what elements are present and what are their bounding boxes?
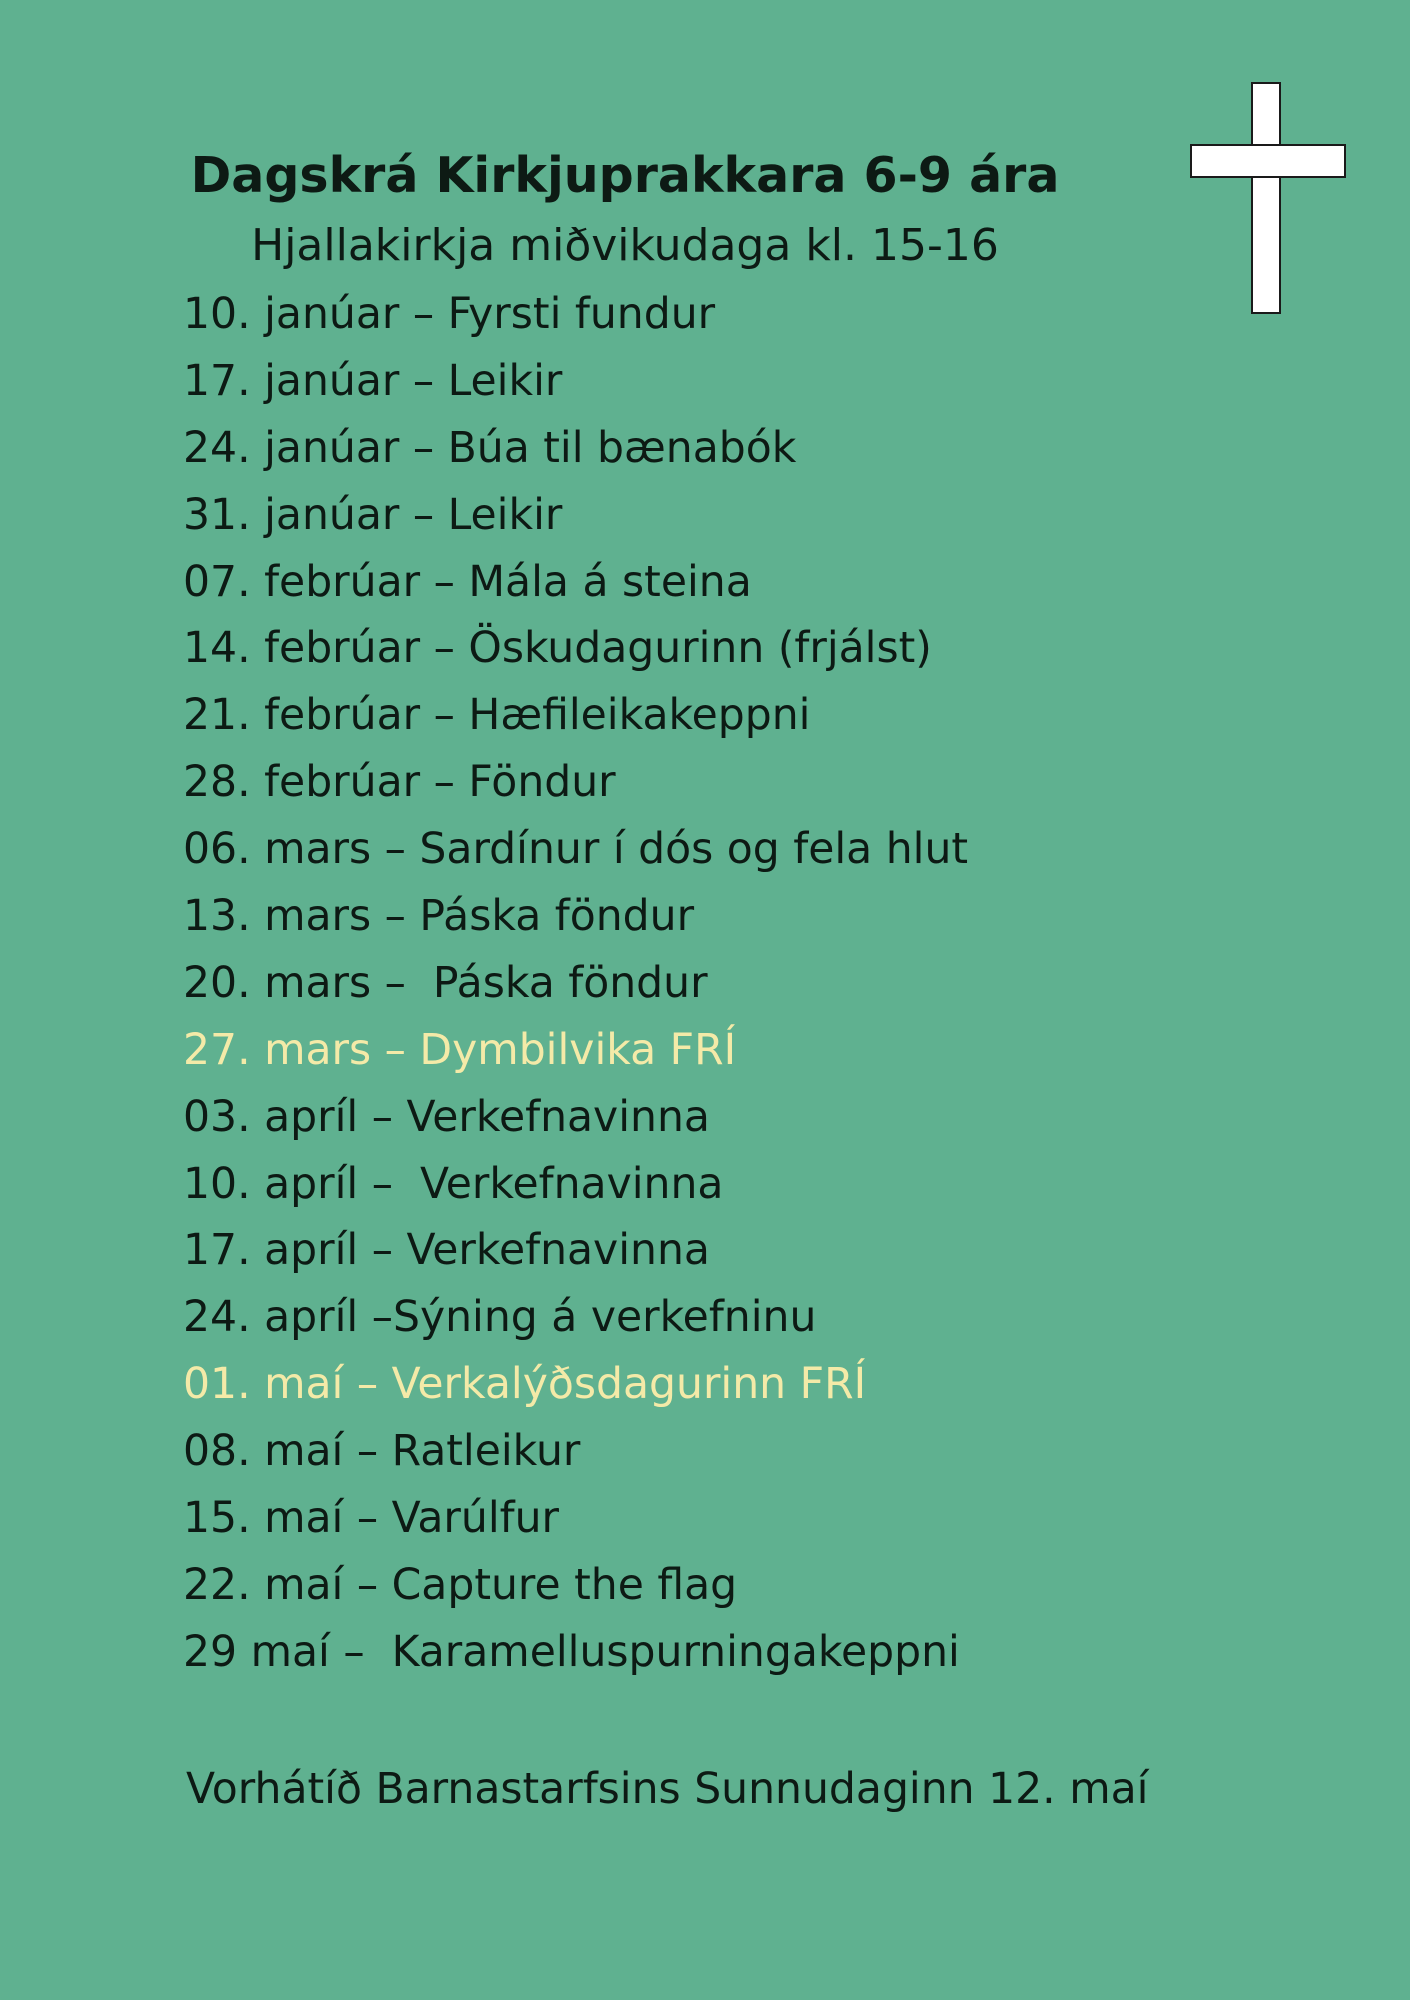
schedule-item: 22. maí – Capture the flag — [183, 1560, 738, 1610]
schedule-item: 10. janúar – Fyrsti fundur — [183, 290, 716, 339]
schedule-item: 14. febrúar – Öskudagurinn (frjálst) — [183, 624, 932, 674]
cross-vertical-bar — [1251, 82, 1281, 314]
schedule-item: 17. janúar – Leikir — [183, 356, 563, 406]
schedule-item: 28. febrúar – Föndur — [183, 758, 616, 808]
schedule-item-free: 01. maí – Verkalýðsdagurinn FRÍ — [183, 1360, 867, 1410]
schedule-item-free: 27. mars – Dymbilvika FRÍ — [183, 1025, 737, 1075]
schedule-item: 03. apríl – Verkefnavinna — [183, 1092, 710, 1142]
page-title: Dagskrá Kirkjuprakkara 6-9 ára — [190, 147, 1060, 204]
schedule-item: 29 maí – Karamelluspurningakeppni — [183, 1627, 960, 1677]
schedule-item: 06. mars – Sardínur í dós og fela hlut — [183, 825, 969, 875]
schedule-item: 15. maí – Varúlfur — [183, 1494, 560, 1544]
schedule-item: 24. apríl –Sýning á verkefninu — [183, 1293, 817, 1343]
schedule-item: 07. febrúar – Mála á steina — [183, 557, 752, 607]
schedule-item: 20. mars – Páska föndur — [183, 958, 708, 1008]
schedule-list — [183, 282, 968, 1687]
page-subtitle: Hjallakirkja miðvikudaga kl. 15-16 — [251, 220, 999, 271]
schedule-item: 17. apríl – Verkefnavinna — [183, 1226, 710, 1276]
schedule-item: 21. febrúar – Hæfileikakeppni — [183, 691, 811, 741]
schedule-item: 10. apríl – Verkefnavinna — [183, 1159, 724, 1209]
schedule-item: 08. maí – Ratleikur — [183, 1427, 581, 1477]
footer-note: Vorhátíð Barnastarfsins Sunnudaginn 12. maí — [186, 1765, 1149, 1814]
schedule-item: 13. mars – Páska föndur — [183, 892, 695, 942]
schedule-item: 31. janúar – Leikir — [183, 490, 563, 540]
schedule-item: 24. janúar – Búa til bænabók — [183, 423, 797, 473]
cross-joint — [1253, 146, 1279, 176]
